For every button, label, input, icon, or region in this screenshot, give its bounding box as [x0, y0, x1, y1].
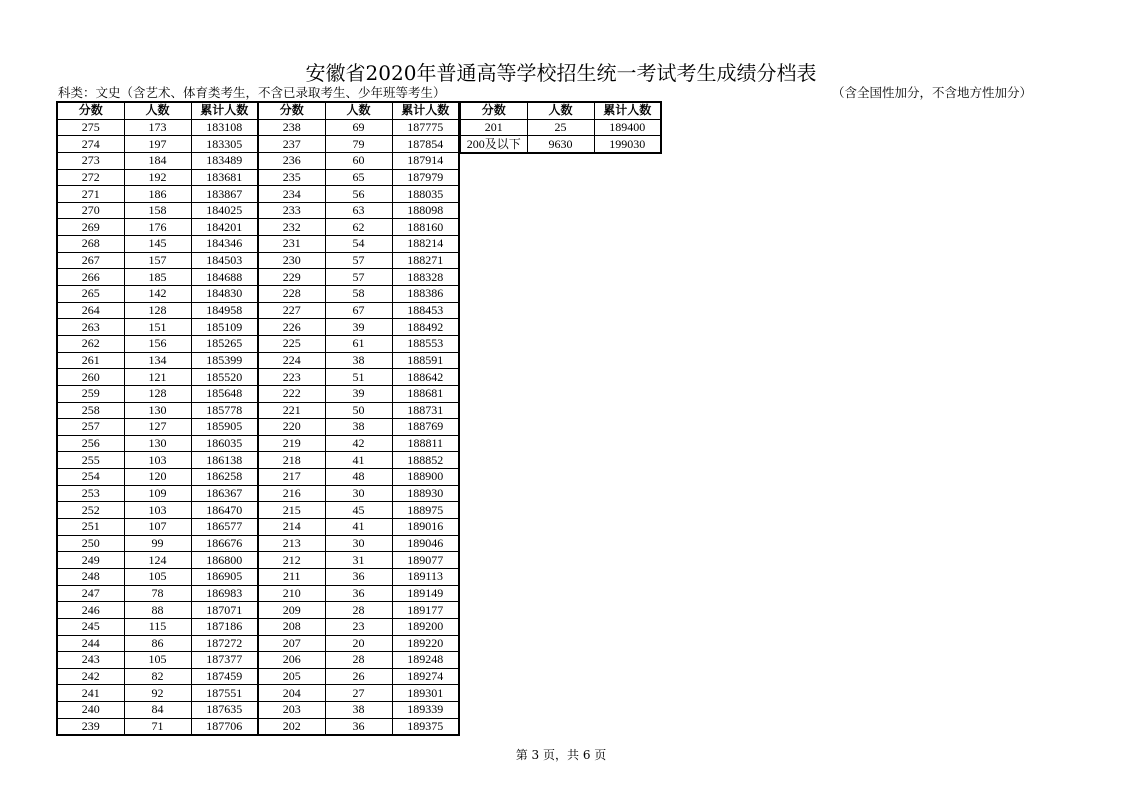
count-cell: 69 — [325, 119, 392, 136]
count-cell: 130 — [124, 435, 191, 452]
cumulative-cell: 185905 — [191, 419, 258, 436]
cumulative-cell: 189339 — [392, 702, 459, 719]
cumulative-cell: 188098 — [392, 202, 459, 219]
count-cell: 60 — [325, 152, 392, 169]
score-cell: 215 — [258, 502, 325, 519]
table-row — [57, 269, 459, 286]
score-cell: 245 — [57, 618, 124, 635]
count-cell: 30 — [325, 485, 392, 502]
count-cell: 103 — [124, 502, 191, 519]
cumulative-cell: 185109 — [191, 319, 258, 336]
score-cell: 263 — [57, 319, 124, 336]
count-cell: 109 — [124, 485, 191, 502]
count-cell: 57 — [325, 269, 392, 286]
col-header-count: 人数 — [527, 102, 594, 119]
score-cell: 210 — [258, 585, 325, 602]
count-cell: 107 — [124, 519, 191, 536]
score-table — [56, 101, 460, 736]
count-cell: 120 — [124, 469, 191, 486]
cumulative-cell: 188214 — [392, 236, 459, 253]
col-header-count: 人数 — [124, 102, 191, 119]
count-cell: 185 — [124, 269, 191, 286]
score-cell: 259 — [57, 385, 124, 402]
score-cell: 270 — [57, 202, 124, 219]
count-cell: 20 — [325, 635, 392, 652]
count-cell: 78 — [124, 585, 191, 602]
count-cell: 156 — [124, 335, 191, 352]
score-cell: 217 — [258, 469, 325, 486]
count-cell: 38 — [325, 352, 392, 369]
table-row — [57, 452, 459, 469]
cumulative-cell: 188642 — [392, 369, 459, 386]
cumulative-cell: 188035 — [392, 186, 459, 203]
cumulative-cell: 189274 — [392, 668, 459, 685]
table-row — [57, 502, 459, 519]
bonus-note: （含全国性加分，不含地方性加分） — [831, 85, 1032, 100]
cumulative-cell: 186470 — [191, 502, 258, 519]
score-cell: 250 — [57, 535, 124, 552]
score-cell: 229 — [258, 269, 325, 286]
table-row — [57, 718, 459, 735]
cumulative-cell: 187272 — [191, 635, 258, 652]
count-cell: 79 — [325, 136, 392, 153]
count-cell: 71 — [124, 718, 191, 735]
score-cell: 267 — [57, 252, 124, 269]
table-row — [57, 435, 459, 452]
score-cell: 208 — [258, 618, 325, 635]
cumulative-cell: 187775 — [392, 119, 459, 136]
table-row — [57, 335, 459, 352]
table-row — [57, 469, 459, 486]
score-cell: 273 — [57, 152, 124, 169]
page-title: 安徽省2020年普通高等学校招生统一考试考生成绩分档表 — [305, 61, 817, 85]
score-cell: 239 — [57, 718, 124, 735]
score-cell: 201 — [460, 119, 527, 136]
cumulative-cell: 187914 — [392, 152, 459, 169]
score-cell: 266 — [57, 269, 124, 286]
page-number: 第 3 页，共 6 页 — [515, 748, 607, 762]
count-cell: 184 — [124, 152, 191, 169]
cumulative-cell: 184958 — [191, 302, 258, 319]
table-row — [57, 702, 459, 719]
count-cell: 39 — [325, 385, 392, 402]
col-header-count: 人数 — [325, 102, 392, 119]
count-cell: 151 — [124, 319, 191, 336]
cumulative-cell: 189400 — [594, 119, 661, 136]
cumulative-cell: 186676 — [191, 535, 258, 552]
score-cell: 220 — [258, 419, 325, 436]
score-cell: 242 — [57, 668, 124, 685]
table-row — [57, 119, 459, 136]
cumulative-cell: 187635 — [191, 702, 258, 719]
count-cell: 28 — [325, 652, 392, 669]
table-row — [57, 585, 459, 602]
cumulative-cell: 199030 — [594, 136, 661, 153]
count-cell: 27 — [325, 685, 392, 702]
cumulative-cell: 189248 — [392, 652, 459, 669]
cumulative-cell: 186800 — [191, 552, 258, 569]
count-cell: 36 — [325, 585, 392, 602]
table-row — [57, 668, 459, 685]
cumulative-cell: 188731 — [392, 402, 459, 419]
count-cell: 105 — [124, 652, 191, 669]
score-cell: 214 — [258, 519, 325, 536]
score-cell: 255 — [57, 452, 124, 469]
score-cell: 257 — [57, 419, 124, 436]
header-row — [460, 102, 661, 119]
cumulative-cell: 183489 — [191, 152, 258, 169]
table-row — [57, 236, 459, 253]
col-header-cumulative: 累计人数 — [191, 102, 258, 119]
cumulative-cell: 185265 — [191, 335, 258, 352]
header-row — [57, 102, 459, 119]
score-cell: 246 — [57, 602, 124, 619]
cumulative-cell: 183108 — [191, 119, 258, 136]
score-cell: 247 — [57, 585, 124, 602]
cumulative-cell: 189301 — [392, 685, 459, 702]
score-cell: 249 — [57, 552, 124, 569]
table-row — [57, 169, 459, 186]
score-cell: 253 — [57, 485, 124, 502]
col-header-score: 分数 — [57, 102, 124, 119]
score-cell: 271 — [57, 186, 124, 203]
cumulative-cell: 185520 — [191, 369, 258, 386]
score-cell: 204 — [258, 685, 325, 702]
count-cell: 45 — [325, 502, 392, 519]
cumulative-cell: 188769 — [392, 419, 459, 436]
score-cell: 205 — [258, 668, 325, 685]
cumulative-cell: 183305 — [191, 136, 258, 153]
count-cell: 145 — [124, 236, 191, 253]
cumulative-cell: 186258 — [191, 469, 258, 486]
cumulative-cell: 184830 — [191, 286, 258, 303]
score-cell: 248 — [57, 568, 124, 585]
count-cell: 134 — [124, 352, 191, 369]
table-row — [57, 302, 459, 319]
cumulative-cell: 189046 — [392, 535, 459, 552]
count-cell: 57 — [325, 252, 392, 269]
count-cell: 36 — [325, 568, 392, 585]
table-row — [460, 119, 661, 136]
count-cell: 58 — [325, 286, 392, 303]
score-cell: 211 — [258, 568, 325, 585]
score-cell: 235 — [258, 169, 325, 186]
score-cell: 261 — [57, 352, 124, 369]
count-cell: 197 — [124, 136, 191, 153]
count-cell: 192 — [124, 169, 191, 186]
subject-category: 科类：文史（含艺术、体育类考生，不含已录取考生、少年班等考生） — [58, 85, 446, 100]
cumulative-cell: 188453 — [392, 302, 459, 319]
count-cell: 67 — [325, 302, 392, 319]
cumulative-cell: 186905 — [191, 568, 258, 585]
count-cell: 176 — [124, 219, 191, 236]
cumulative-cell: 187551 — [191, 685, 258, 702]
cumulative-cell: 187377 — [191, 652, 258, 669]
count-cell: 124 — [124, 552, 191, 569]
cumulative-cell: 188386 — [392, 286, 459, 303]
table-row — [57, 186, 459, 203]
score-cell: 225 — [258, 335, 325, 352]
table-row — [57, 519, 459, 536]
score-cell: 202 — [258, 718, 325, 735]
col-header-score: 分数 — [460, 102, 527, 119]
score-cell: 240 — [57, 702, 124, 719]
col-header-cumulative: 累计人数 — [392, 102, 459, 119]
count-cell: 26 — [325, 668, 392, 685]
table-row — [57, 618, 459, 635]
cumulative-cell: 184503 — [191, 252, 258, 269]
score-cell: 243 — [57, 652, 124, 669]
score-cell: 258 — [57, 402, 124, 419]
cumulative-cell: 186367 — [191, 485, 258, 502]
count-cell: 30 — [325, 535, 392, 552]
cumulative-cell: 188591 — [392, 352, 459, 369]
table-row — [57, 652, 459, 669]
cumulative-cell: 188492 — [392, 319, 459, 336]
table-row — [57, 685, 459, 702]
score-cell: 230 — [258, 252, 325, 269]
score-cell: 207 — [258, 635, 325, 652]
score-cell: 218 — [258, 452, 325, 469]
cumulative-cell: 184201 — [191, 219, 258, 236]
cumulative-cell: 189375 — [392, 718, 459, 735]
count-cell: 48 — [325, 469, 392, 486]
score-cell: 268 — [57, 236, 124, 253]
score-cell: 269 — [57, 219, 124, 236]
count-cell: 54 — [325, 236, 392, 253]
score-cell: 251 — [57, 519, 124, 536]
count-cell: 31 — [325, 552, 392, 569]
cumulative-cell: 185399 — [191, 352, 258, 369]
count-cell: 130 — [124, 402, 191, 419]
count-cell: 38 — [325, 702, 392, 719]
cumulative-cell: 185648 — [191, 385, 258, 402]
cumulative-cell: 188553 — [392, 335, 459, 352]
table-row — [57, 252, 459, 269]
score-cell: 275 — [57, 119, 124, 136]
score-cell: 216 — [258, 485, 325, 502]
count-cell: 103 — [124, 452, 191, 469]
table-row — [57, 369, 459, 386]
cumulative-cell: 183681 — [191, 169, 258, 186]
score-cell: 206 — [258, 652, 325, 669]
count-cell: 142 — [124, 286, 191, 303]
table-row — [57, 136, 459, 153]
score-cell: 227 — [258, 302, 325, 319]
count-cell: 127 — [124, 419, 191, 436]
score-cell: 265 — [57, 286, 124, 303]
score-cell: 238 — [258, 119, 325, 136]
table-row — [57, 485, 459, 502]
count-cell: 28 — [325, 602, 392, 619]
score-cell: 233 — [258, 202, 325, 219]
cumulative-cell: 189177 — [392, 602, 459, 619]
table-row — [460, 136, 661, 153]
count-cell: 63 — [325, 202, 392, 219]
count-cell: 128 — [124, 385, 191, 402]
cumulative-cell: 186577 — [191, 519, 258, 536]
col-header-score: 分数 — [258, 102, 325, 119]
score-cell: 260 — [57, 369, 124, 386]
count-cell: 42 — [325, 435, 392, 452]
count-cell: 105 — [124, 568, 191, 585]
score-cell: 212 — [258, 552, 325, 569]
count-cell: 86 — [124, 635, 191, 652]
count-cell: 84 — [124, 702, 191, 719]
cumulative-cell: 187979 — [392, 169, 459, 186]
count-cell: 23 — [325, 618, 392, 635]
table-row — [57, 352, 459, 369]
table-row — [57, 402, 459, 419]
count-cell: 41 — [325, 452, 392, 469]
count-cell: 115 — [124, 618, 191, 635]
cumulative-cell: 189149 — [392, 585, 459, 602]
score-cell: 228 — [258, 286, 325, 303]
cumulative-cell: 184688 — [191, 269, 258, 286]
cumulative-cell: 188681 — [392, 385, 459, 402]
score-cell: 244 — [57, 635, 124, 652]
cumulative-cell: 184346 — [191, 236, 258, 253]
cumulative-cell: 189200 — [392, 618, 459, 635]
table-row — [57, 552, 459, 569]
cumulative-cell: 188852 — [392, 452, 459, 469]
count-cell: 158 — [124, 202, 191, 219]
count-cell: 9630 — [527, 136, 594, 153]
cumulative-cell: 188975 — [392, 502, 459, 519]
count-cell: 56 — [325, 186, 392, 203]
count-cell: 157 — [124, 252, 191, 269]
table-row — [57, 602, 459, 619]
cumulative-cell: 188930 — [392, 485, 459, 502]
score-cell: 200及以下 — [460, 136, 527, 153]
count-cell: 92 — [124, 685, 191, 702]
score-cell: 241 — [57, 685, 124, 702]
count-cell: 173 — [124, 119, 191, 136]
score-cell: 209 — [258, 602, 325, 619]
table-row — [57, 568, 459, 585]
cumulative-cell: 185778 — [191, 402, 258, 419]
count-cell: 50 — [325, 402, 392, 419]
cumulative-cell: 187071 — [191, 602, 258, 619]
score-cell: 237 — [258, 136, 325, 153]
count-cell: 61 — [325, 335, 392, 352]
table-row — [57, 286, 459, 303]
count-cell: 65 — [325, 169, 392, 186]
score-cell: 252 — [57, 502, 124, 519]
score-cell: 223 — [258, 369, 325, 386]
cumulative-cell: 187854 — [392, 136, 459, 153]
cumulative-cell: 186983 — [191, 585, 258, 602]
cumulative-cell: 188900 — [392, 469, 459, 486]
cumulative-cell: 187459 — [191, 668, 258, 685]
cumulative-cell: 186138 — [191, 452, 258, 469]
table-row — [57, 202, 459, 219]
cumulative-cell: 188811 — [392, 435, 459, 452]
cumulative-cell: 186035 — [191, 435, 258, 452]
score-cell: 222 — [258, 385, 325, 402]
count-cell: 128 — [124, 302, 191, 319]
cumulative-cell: 189016 — [392, 519, 459, 536]
count-cell: 38 — [325, 419, 392, 436]
count-cell: 88 — [124, 602, 191, 619]
score-cell: 231 — [258, 236, 325, 253]
score-cell: 264 — [57, 302, 124, 319]
cumulative-cell: 183867 — [191, 186, 258, 203]
count-cell: 82 — [124, 668, 191, 685]
table-row — [57, 635, 459, 652]
cumulative-cell: 187186 — [191, 618, 258, 635]
score-cell: 254 — [57, 469, 124, 486]
count-cell: 186 — [124, 186, 191, 203]
col-header-cumulative: 累计人数 — [594, 102, 661, 119]
cumulative-cell: 184025 — [191, 202, 258, 219]
count-cell: 25 — [527, 119, 594, 136]
score-cell: 224 — [258, 352, 325, 369]
count-cell: 121 — [124, 369, 191, 386]
score-cell: 234 — [258, 186, 325, 203]
count-cell: 36 — [325, 718, 392, 735]
count-cell: 41 — [325, 519, 392, 536]
score-cell: 274 — [57, 136, 124, 153]
score-cell: 256 — [57, 435, 124, 452]
table-row — [57, 319, 459, 336]
score-table-overflow — [459, 101, 662, 154]
table-row — [57, 535, 459, 552]
table-row — [57, 385, 459, 402]
cumulative-cell: 189220 — [392, 635, 459, 652]
table-row — [57, 152, 459, 169]
cumulative-cell: 188160 — [392, 219, 459, 236]
score-cell: 221 — [258, 402, 325, 419]
count-cell: 62 — [325, 219, 392, 236]
count-cell: 99 — [124, 535, 191, 552]
score-cell: 219 — [258, 435, 325, 452]
score-cell: 213 — [258, 535, 325, 552]
table-row — [57, 219, 459, 236]
cumulative-cell: 187706 — [191, 718, 258, 735]
score-cell: 272 — [57, 169, 124, 186]
cumulative-cell: 188328 — [392, 269, 459, 286]
cumulative-cell: 188271 — [392, 252, 459, 269]
score-cell: 236 — [258, 152, 325, 169]
table-row — [57, 419, 459, 436]
score-cell: 232 — [258, 219, 325, 236]
score-cell: 226 — [258, 319, 325, 336]
count-cell: 39 — [325, 319, 392, 336]
cumulative-cell: 189077 — [392, 552, 459, 569]
score-cell: 262 — [57, 335, 124, 352]
cumulative-cell: 189113 — [392, 568, 459, 585]
count-cell: 51 — [325, 369, 392, 386]
score-cell: 203 — [258, 702, 325, 719]
